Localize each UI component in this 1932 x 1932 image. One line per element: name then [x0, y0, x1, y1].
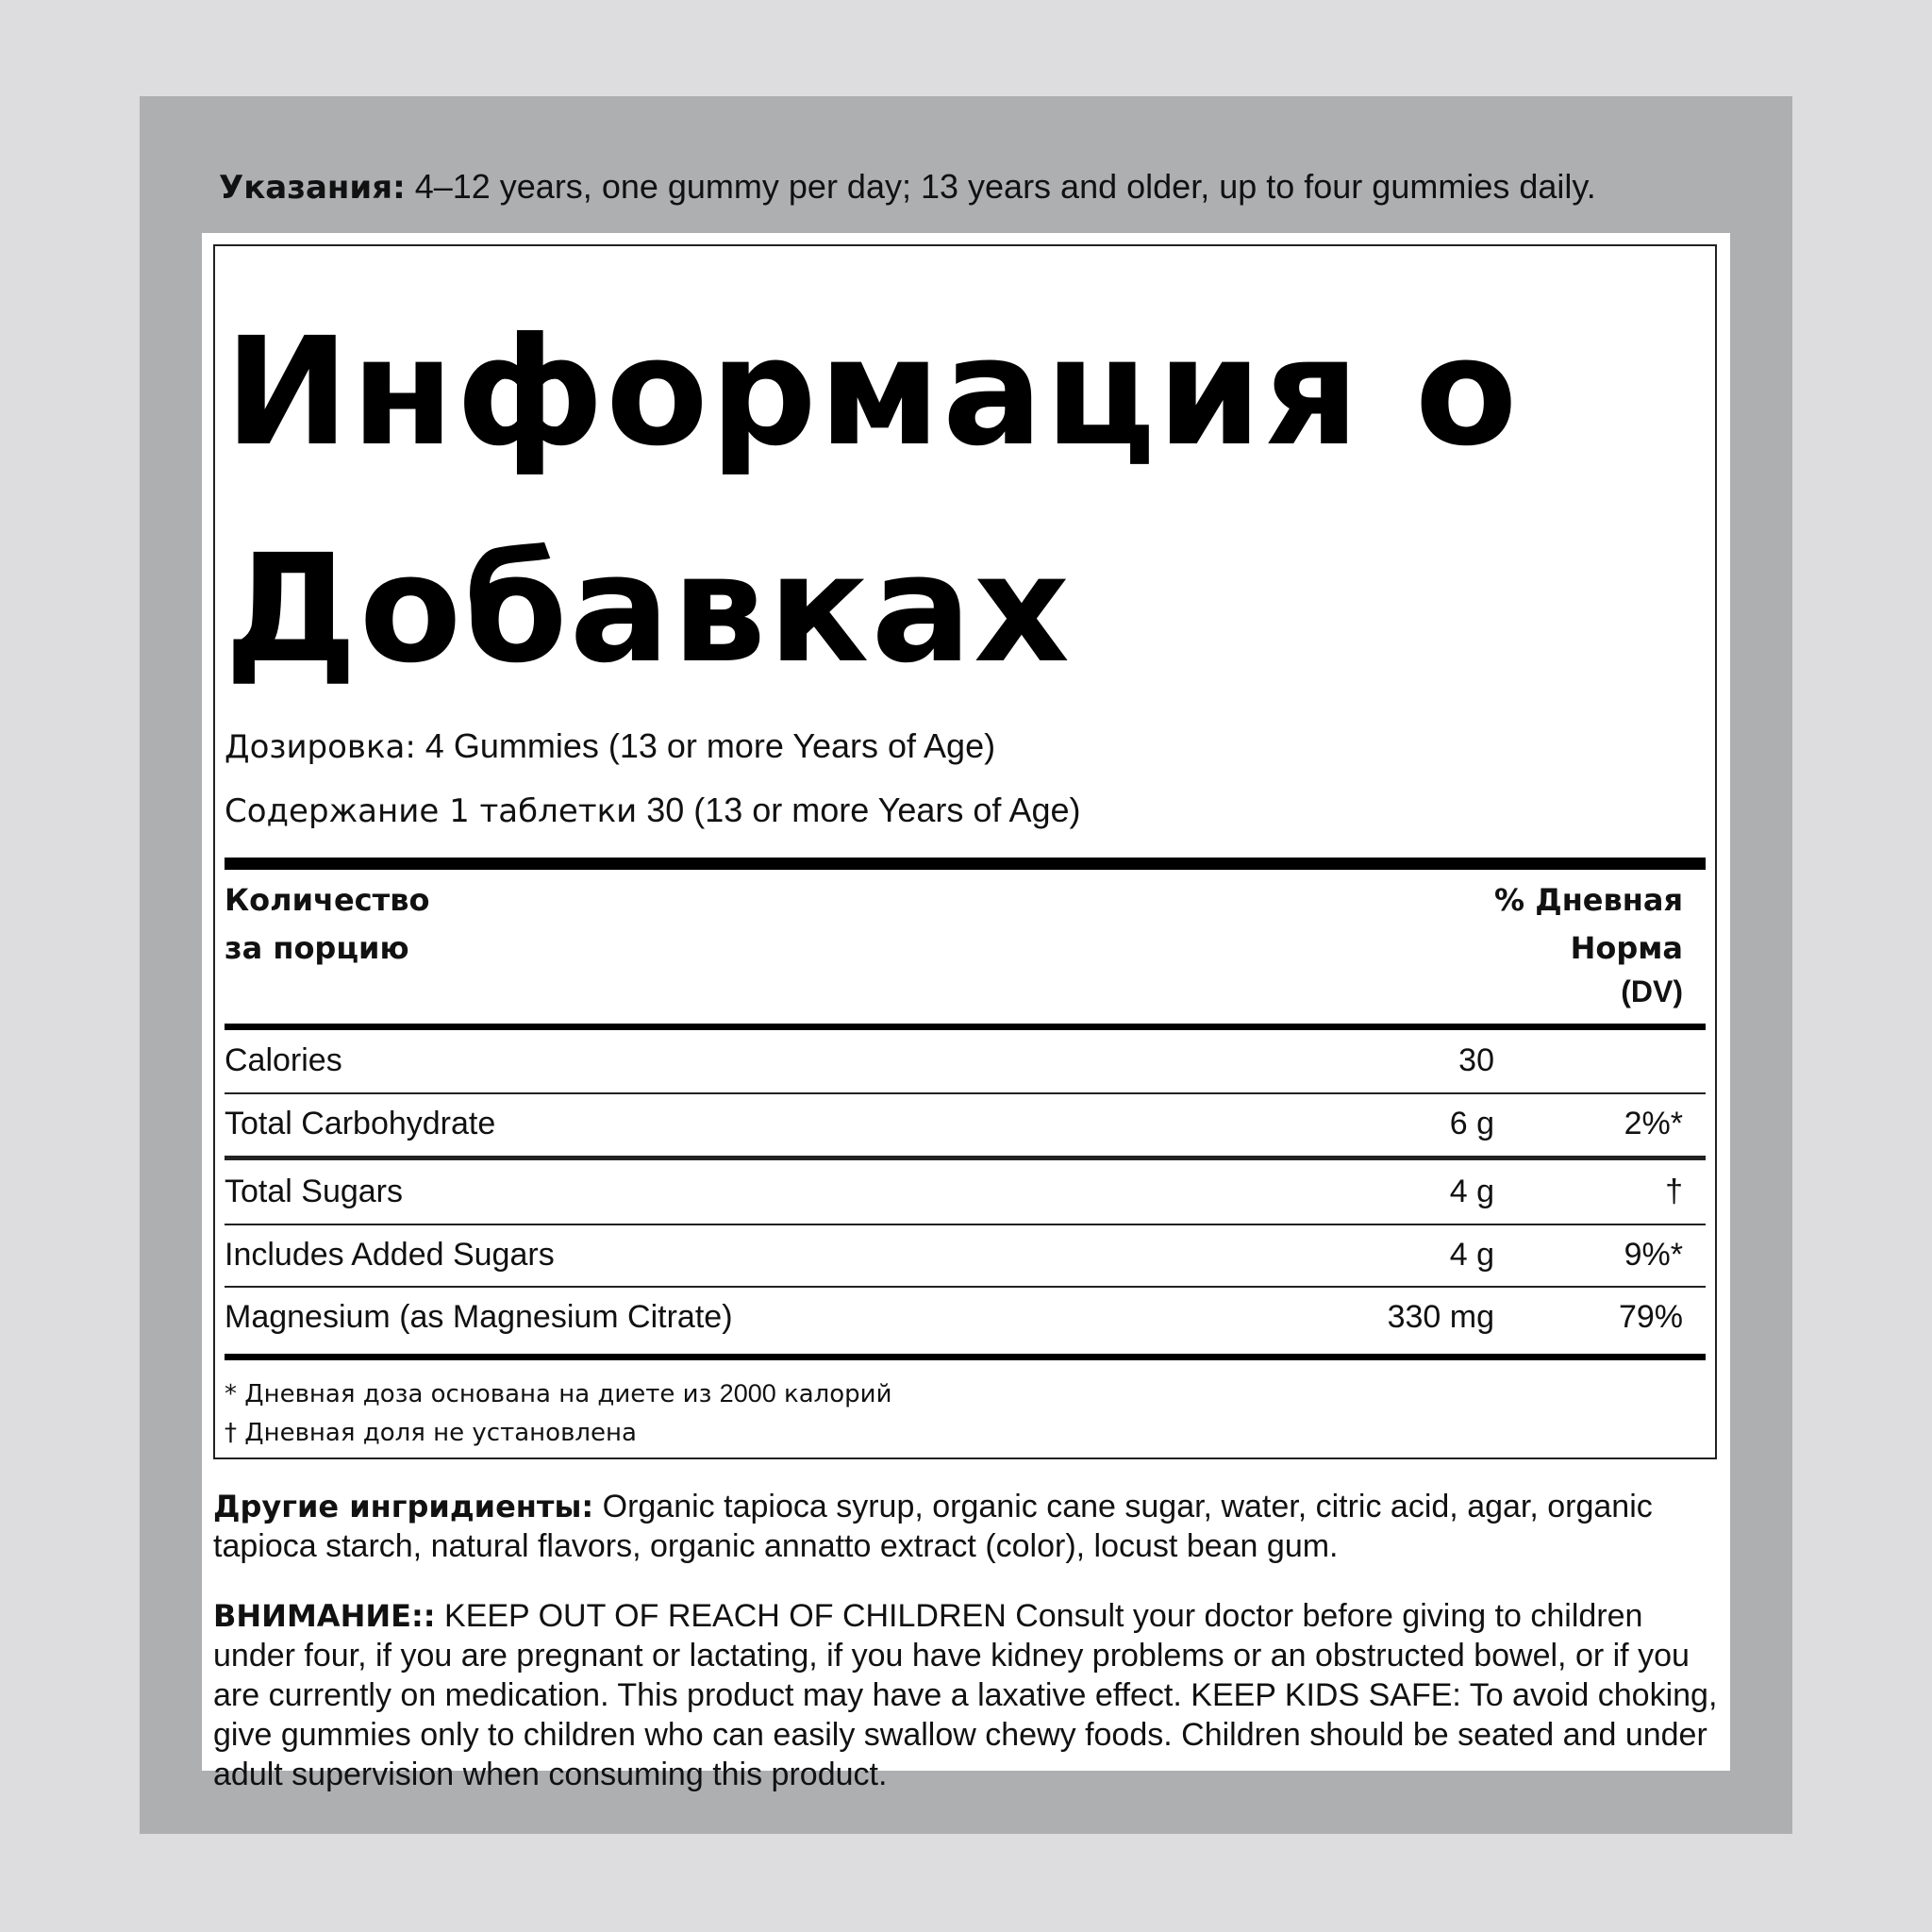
nutrient-dv: 2%* — [1624, 1106, 1683, 1141]
table-row — [225, 1161, 1706, 1222]
nutrient-name: Total Carbohydrate — [225, 1106, 496, 1141]
facts-title-line1: Информация о — [225, 306, 1520, 479]
nutrient-amount: 330 mg — [1387, 1299, 1494, 1335]
other-ingredients — [213, 1487, 1723, 1566]
servings-per-container-value: 30 (13 or more Years of Age) — [637, 791, 1081, 829]
header-amount-line1: Количество — [225, 882, 430, 918]
directions-text: 4–12 years, one gummy per day; 13 years and older, up to four gummies daily. — [405, 167, 1596, 206]
header-amount-line2: за порцию — [225, 930, 409, 966]
nutrient-dv: † — [1665, 1174, 1683, 1209]
nutrient-amount: 4 g — [1449, 1174, 1494, 1209]
header-amount-per-serving — [225, 876, 429, 973]
nutrient-amount: 4 g — [1449, 1237, 1494, 1273]
nutrient-amount: 30 — [1458, 1042, 1494, 1078]
servings-per-container — [225, 782, 1081, 840]
footnote1-number: 2000 — [719, 1379, 776, 1407]
directions — [219, 160, 1728, 214]
footnote-dv-not-established: † Дневная доля не установлена — [225, 1419, 637, 1447]
nutrient-name: Magnesium (as Magnesium Citrate) — [225, 1299, 733, 1335]
divider-header — [225, 1024, 1706, 1030]
header-dv-line2: Норма — [1570, 930, 1683, 966]
nutrient-name: Calories — [225, 1042, 342, 1078]
table-row — [225, 1287, 1706, 1347]
serving-size-value: 4 Gummies (13 or more Years of Age) — [415, 726, 996, 765]
warning-text: KEEP OUT OF REACH OF CHILDREN Consult your doctor before giving to children under four, if you are pregnant or lactating, if you have kidney problems or an obstructed bowel, or if you are currently on medication. This product may have a laxative effect. KEEP KIDS SAFE: To avoid choking, give gummies only to children who can easily swallow chewy foods. Children should be seated and under adult supervision when consuming this product. — [213, 1598, 1718, 1792]
footnote1-suffix: калорий — [775, 1380, 892, 1408]
warning — [213, 1596, 1723, 1794]
nutrient-dv: 9%* — [1624, 1237, 1683, 1273]
servings-per-container-label: Содержание 1 таблетки — [225, 792, 638, 830]
serving-size — [225, 718, 995, 775]
warning-label: ВНИМАНИЕ:: — [213, 1598, 436, 1634]
row-divider — [225, 1156, 1706, 1160]
nutrient-name: Total Sugars — [225, 1174, 403, 1209]
table-row — [225, 1030, 1706, 1091]
footnote-daily-value — [225, 1374, 891, 1414]
nutrient-name: Includes Added Sugars — [225, 1237, 555, 1273]
serving-size-label: Дозировка: — [225, 728, 416, 766]
facts-title-line2: Добавках — [225, 523, 1072, 696]
footnote1-text: * Дневная доза основана на диете из — [225, 1380, 720, 1408]
facts-title — [225, 284, 1519, 718]
header-dv-line1: % Дневная — [1493, 882, 1683, 918]
table-row — [225, 1224, 1706, 1285]
label-card — [202, 233, 1730, 1792]
header-dv-line3: (DV) — [1621, 974, 1683, 1008]
nutrient-amount: 6 g — [1449, 1106, 1494, 1141]
header-daily-value — [1494, 876, 1683, 1010]
divider-bottom — [225, 1354, 1706, 1360]
other-ingredients-text: Organic tapioca syrup, organic cane sugar, water, citric acid, agar, organic tapioca starch, natural flavors, organic annatto extract (color), locust bean gum. — [213, 1489, 1653, 1564]
supplement-facts-panel — [213, 244, 1717, 1459]
divider-thick — [225, 858, 1706, 870]
nutrient-dv: 79% — [1618, 1299, 1683, 1335]
table-row — [225, 1093, 1706, 1154]
directions-label: Указания: — [219, 169, 406, 207]
other-ingredients-label: Другие ингридиенты: — [213, 1489, 594, 1524]
